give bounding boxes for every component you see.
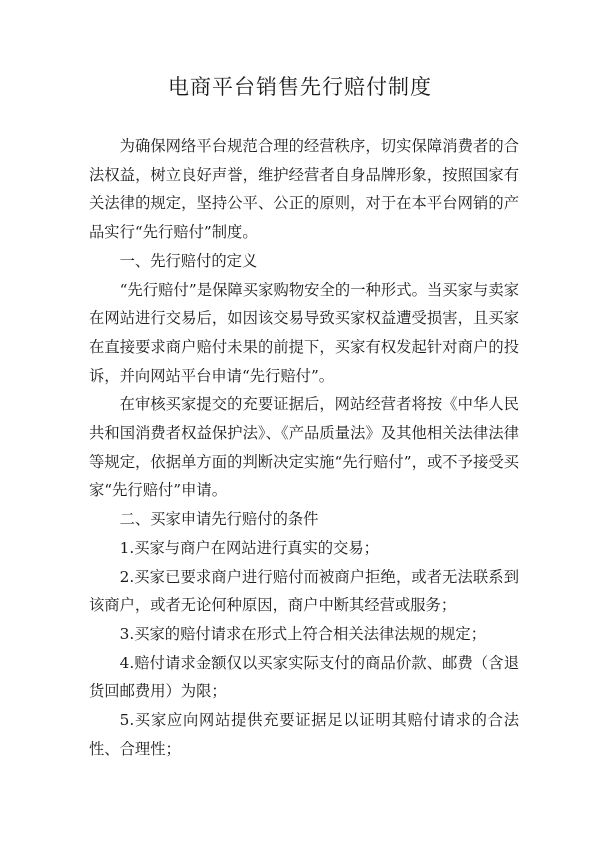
document-title: 电商平台销售先行赔付制度: [168, 75, 432, 99]
section-heading-definition: 一、先行赔付的定义: [119, 251, 258, 270]
condition-item-4: 4.赔付请求金额仅以买家实际支付的商品价款、邮费（含退货回邮费用）为限；: [89, 653, 519, 701]
definition-paragraph: “先行赔付”是保障买家购物安全的一种形式。当买家与卖家在网站进行交易后，如因该交易导致买家权益遭受损害，且买家在直接要求商户赔付未果的前提下，买家有权发起针对商户的投诉，并向网站平台申请“先行赔付”。: [89, 280, 519, 385]
intro-paragraph: 为确保网络平台规范合理的经营秩序，切实保障消费者的合法权益，树立良好声誉，维护经营者自身品牌形象，按照国家有关法律的规定，坚持公平、公正的原则，对于在本平台网销的产品实行“先行赔付”制度。: [89, 137, 519, 242]
condition-item-1: 1.买家与商户在网站进行真实的交易；: [119, 538, 379, 557]
condition-item-3: 3.买家的赔付请求在形式上符合相关法律法规的规定；: [119, 624, 487, 643]
condition-item-5: 5.买家应向网站提供充要证据足以证明其赔付请求的合法性、合理性；: [89, 711, 519, 758]
review-paragraph: 在审核买家提交的充要证据后，网站经营者将按《中华人民共和国消费者权益保护法》、《产品质量法》及其他相关法律法律等规定，依据单方面的判断决定实施“先行赔付”，或不予接受买家“先行赔付”申请。: [89, 395, 519, 500]
section-heading-conditions: 二、买家申请先行赔付的条件: [119, 510, 319, 529]
condition-item-2: 2.买家已要求商户进行赔付而被商户拒绝，或者无法联系到该商户，或者无论何种原因，商户中断其经营或服务；: [89, 567, 519, 615]
document-body: [89, 132, 519, 763]
